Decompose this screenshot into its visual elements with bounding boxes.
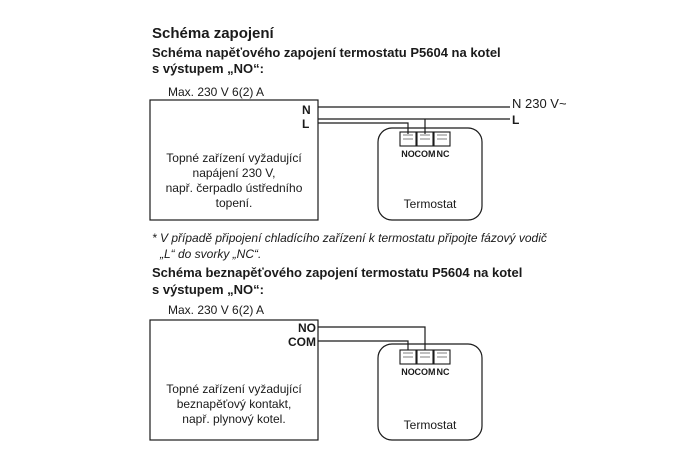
thermostat-label: Termostat [403, 418, 457, 432]
wire-com [318, 341, 408, 350]
note-line2: „L“ do svorky „NC“. [160, 247, 262, 261]
terminal-screws [403, 353, 447, 357]
device-terminal-l: L [302, 117, 310, 131]
diagram2-title-line2: s výstupem „NO“: [152, 282, 264, 297]
device-desc-line: napájení 230 V, [192, 166, 276, 180]
diagram2-title-line1: Schéma beznapěťového zapojení termostatu P5604 na kotel [152, 265, 523, 280]
diagram1 [150, 96, 567, 220]
terminal-com-label: COM [414, 367, 436, 377]
note-line1: * V případě připojení chladícího zařízení k termostatu připojte fázový vodič [152, 231, 547, 245]
device-terminal-com: COM [288, 335, 316, 349]
terminal-no-label: NO [401, 367, 415, 377]
terminal-no-label: NO [401, 149, 415, 159]
device-desc-line: beznapěťový kontakt, [176, 397, 292, 411]
device-desc-line: topení. [215, 196, 253, 210]
thermostat-label: Termostat [403, 197, 457, 211]
device-terminal-no: NO [298, 321, 316, 335]
terminal-nc-label: NC [436, 149, 450, 159]
section-title: Schéma zapojení [152, 25, 274, 42]
supply-n-label: N 230 V~ [512, 96, 567, 111]
supply-l-label: L [512, 113, 520, 127]
diagram1-title-line1: Schéma napěťového zapojení termostatu P5604 na kotel [152, 45, 501, 60]
diagram2 [150, 320, 482, 440]
device-terminal-n: N [302, 103, 311, 117]
diagram1-title-line2: s výstupem „NO“: [152, 61, 264, 76]
device-desc-line: např. plynový kotel. [182, 412, 286, 426]
device-desc-line: Topné zařízení vyžadující [166, 151, 302, 165]
terminal-nc-label: NC [436, 367, 450, 377]
device-desc-line: např. čerpadlo ústředního [165, 181, 303, 195]
device-desc-line: Topné zařízení vyžadující [166, 382, 302, 396]
terminal-screws [403, 135, 447, 139]
diagram1-max-rating: Max. 230 V 6(2) A [168, 85, 265, 99]
wire-no [318, 327, 425, 350]
diagram2-max-rating: Max. 230 V 6(2) A [168, 303, 265, 317]
terminal-com-label: COM [414, 149, 436, 159]
